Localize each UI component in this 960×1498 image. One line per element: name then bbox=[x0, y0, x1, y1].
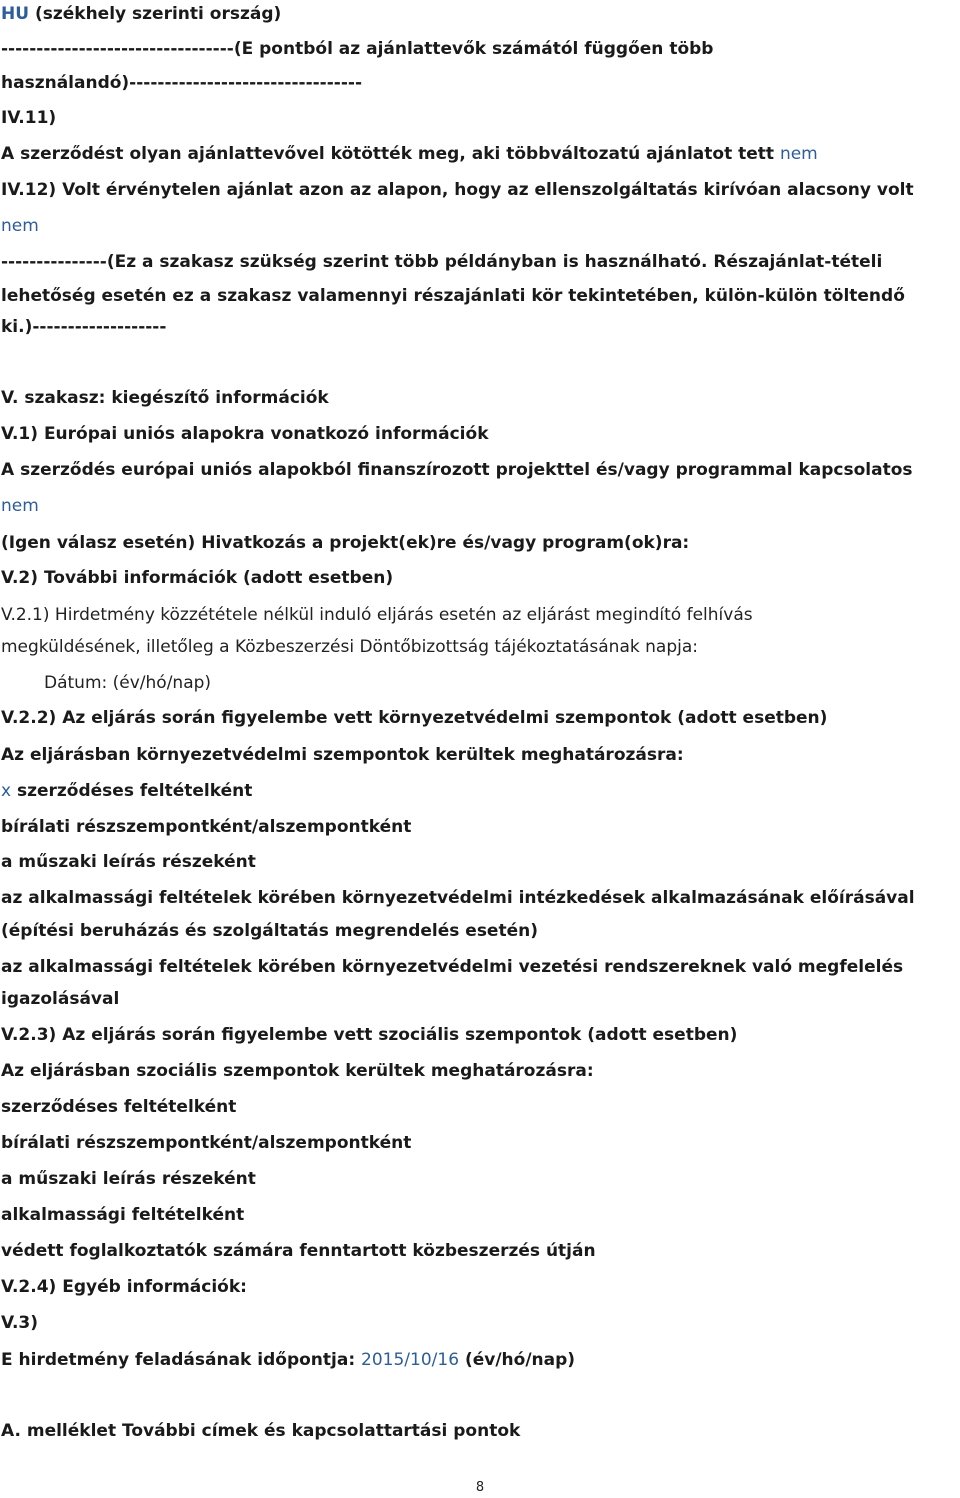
separator-line: használandó)--------------------------------- bbox=[1, 73, 363, 93]
page-number: 8 bbox=[475, 1480, 485, 1495]
note-line: lehetőség esetén ez a szakasz valamennyi részajánlati kör tekintetében, külön-külön töltendő bbox=[1, 286, 905, 306]
answer-value: nem bbox=[1, 496, 39, 516]
text-line: (Igen válasz esetén) Hivatkozás a projekt(ek)re és/vagy program(ok)ra: bbox=[1, 533, 690, 553]
checked-option: x szerződéses feltételként bbox=[1, 781, 253, 801]
separator-line: ---------------------------------(E pontból az ajánlattevők számától függően több bbox=[1, 39, 714, 59]
option-line: az alkalmassági feltételek körében környezetvédelmi intézkedések alkalmazásának előírásával bbox=[1, 888, 915, 908]
section-heading: IV.11) bbox=[1, 108, 57, 128]
text-line: A szerződés európai uniós alapokból finanszírozott projekttel és/vagy programmal kapcsolatos bbox=[1, 460, 913, 480]
option-line: a műszaki leírás részeként bbox=[1, 852, 256, 872]
section-heading: V.3) bbox=[1, 1313, 39, 1333]
option-line: bírálati részszempontként/alszempontként bbox=[1, 817, 412, 837]
option-line: (építési beruházás és szolgáltatás megrendelés esetén) bbox=[1, 921, 538, 941]
text-line: Az eljárásban szociális szempontok kerültek meghatározásra: bbox=[1, 1061, 594, 1081]
section-heading: V.2) További információk (adott esetben) bbox=[1, 568, 394, 588]
section-heading: V.2.3) Az eljárás során figyelembe vett szociális szempontok (adott esetben) bbox=[1, 1025, 738, 1045]
section-heading: IV.12) Volt érvénytelen ajánlat azon az alapon, hogy az ellenszolgáltatás kirívóan alacsony volt bbox=[1, 180, 914, 200]
option-line: szerződéses feltételként bbox=[1, 1097, 237, 1117]
option-line: bírálati részszempontként/alszempontként bbox=[1, 1133, 412, 1153]
option-line: alkalmassági feltételként bbox=[1, 1205, 245, 1225]
text-line: A szerződést olyan ajánlattevővel kötötték meg, aki többváltozatú ajánlatot tett nem bbox=[1, 144, 818, 164]
country-line: HU (székhely szerinti ország) bbox=[1, 4, 282, 24]
option-line: igazolásával bbox=[1, 989, 120, 1009]
section-heading: V.2.4) Egyéb információk: bbox=[1, 1277, 247, 1297]
note-line: ki.)------------------- bbox=[1, 317, 167, 337]
section-heading: V.2.2) Az eljárás során figyelembe vett környezetvédelmi szempontok (adott esetben) bbox=[1, 708, 828, 728]
text-line: V.2.1) Hirdetmény közzététele nélkül induló eljárás esetén az eljárást megindító felhívás bbox=[1, 605, 753, 625]
note-line: ---------------(Ez a szakasz szükség szerint több példányban is használható. Részajánlat-tételi bbox=[1, 252, 883, 272]
dispatch-date-line: E hirdetmény feladásának időpontja: 2015/10/16 (év/hó/nap) bbox=[1, 1350, 576, 1370]
section-title: V. szakasz: kiegészítő információk bbox=[1, 388, 329, 408]
option-line: védett foglalkoztatók számára fenntartott közbeszerzés útján bbox=[1, 1241, 596, 1261]
option-line: a műszaki leírás részeként bbox=[1, 1169, 256, 1189]
text-line: megküldésének, illetőleg a Közbeszerzési Döntőbizottság tájékoztatásának napja: bbox=[1, 637, 698, 657]
date-field-label: Dátum: (év/hó/nap) bbox=[44, 673, 212, 693]
option-line: az alkalmassági feltételek körében környezetvédelmi vezetési rendszereknek való megfelelés bbox=[1, 957, 904, 977]
text-line: Az eljárásban környezetvédelmi szempontok kerültek meghatározásra: bbox=[1, 745, 684, 765]
answer-value: nem bbox=[1, 216, 39, 236]
check-mark: x bbox=[1, 781, 12, 801]
annex-title: A. melléklet További címek és kapcsolattartási pontok bbox=[1, 1421, 521, 1441]
section-heading: V.1) Európai uniós alapokra vonatkozó információk bbox=[1, 424, 489, 444]
